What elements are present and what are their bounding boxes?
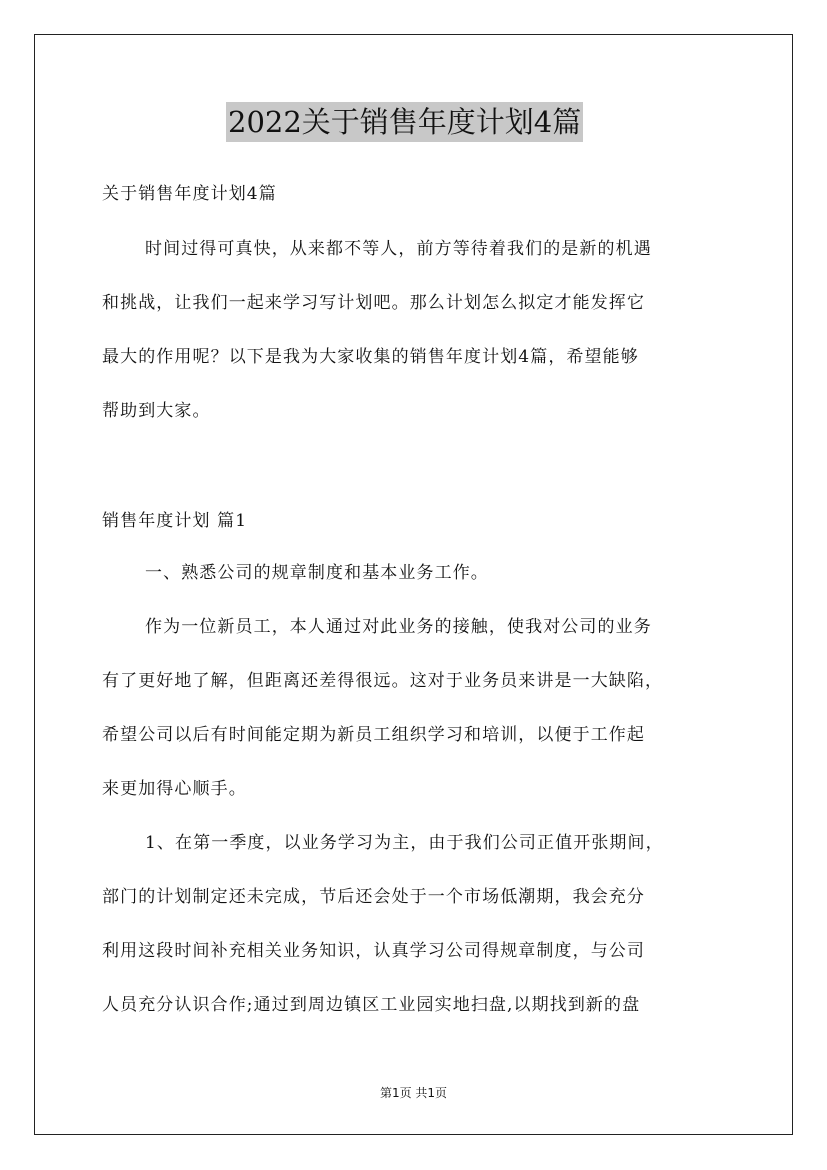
para2-line-2: 部门的计划制定还未完成，节后还会处于一个市场低潮期，我会充分 (102, 887, 645, 907)
para2-line-1: 1、在第一季度，以业务学习为主，由于我们公司正值开张期间， (145, 833, 664, 853)
para1-line-1: 作为一位新员工，本人通过对此业务的接触，使我对公司的业务 (145, 617, 652, 637)
section-heading: 销售年度计划 篇1 (102, 511, 248, 531)
document-subtitle: 关于销售年度计划4篇 (102, 184, 277, 204)
intro-line-3: 最大的作用呢？以下是我为大家收集的销售年度计划4篇，希望能够 (102, 347, 639, 367)
para1-line-4: 来更加得心顺手。 (102, 779, 247, 799)
intro-line-2: 和挑战，让我们一起来学习写计划吧。那么计划怎么拟定才能发挥它 (102, 293, 645, 313)
para1-line-3: 希望公司以后有时间能定期为新员工组织学习和培训，以便于工作起 (102, 725, 645, 745)
intro-line-1: 时间过得可真快，从来都不等人，前方等待着我们的是新的机遇 (145, 239, 652, 259)
document-title: 2022关于销售年度计划4篇 (226, 102, 583, 142)
page-footer: 第1页 共1页 (379, 1086, 448, 1100)
item-heading: 一、熟悉公司的规章制度和基本业务工作。 (145, 563, 489, 583)
para1-line-2: 有了更好地了解，但距离还差得很远。这对于业务员来讲是一大缺陷， (102, 671, 664, 691)
para2-line-3: 利用这段时间补充相关业务知识，认真学习公司得规章制度，与公司 (102, 941, 645, 961)
intro-line-4: 帮助到大家。 (102, 401, 211, 421)
para2-line-4: 人员充分认识合作;通过到周边镇区工业园实地扫盘,以期找到新的盘 (102, 995, 641, 1015)
